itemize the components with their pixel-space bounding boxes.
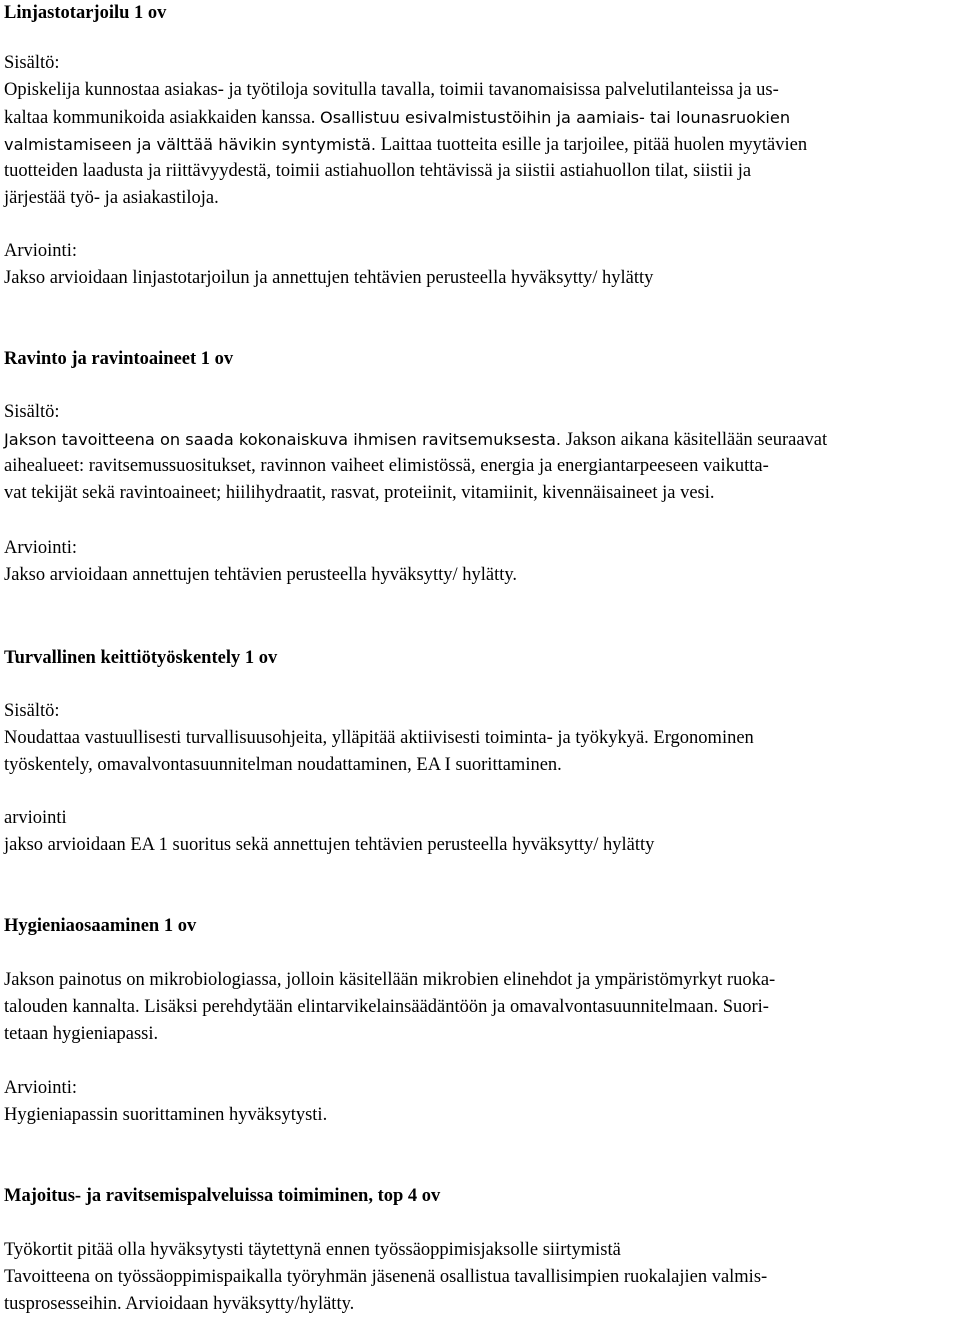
- body-line: Noudattaa vastuullisesti turvallisuusohjeita, ylläpitää aktiivisesti toiminta- ja työkykyä. Ergonominen: [4, 728, 754, 748]
- content-label: Sisältö:: [4, 53, 60, 73]
- body-line: valmistamiseen ja välttää hävikin syntymistä. Laittaa tuotteita esille ja tarjoilee, pitää huolen myytävien: [4, 135, 808, 155]
- content-label: Sisältö:: [4, 701, 60, 721]
- body-line: talouden kannalta. Lisäksi perehdytään elintarvikelainsäädäntöön ja omavalvontasuunnitelmaan. Suori-: [4, 997, 769, 1017]
- section-title-hygieniaosaaminen: Hygieniaosaaminen 1 ov: [4, 916, 197, 936]
- evaluation-text: Hygieniapassin suorittaminen hyväksytysti.: [4, 1105, 328, 1125]
- body-line: kaltaa kommunikoida asiakkaiden kanssa. Osallistuu esivalmistustöihin ja aamiais- tai lounasruokien: [4, 108, 791, 128]
- evaluation-label: Arviointi:: [4, 538, 77, 558]
- evaluation-label: Arviointi:: [4, 241, 77, 261]
- body-line: Jakson tavoitteena on saada kokonaiskuva ihmisen ravitsemuksesta. Jakson aikana käsitellään seuraavat: [4, 430, 828, 450]
- body-line: Opiskelija kunnostaa asiakas- ja työtiloja sovitulla tavalla, toimii tavanomaisissa palvelutilanteissa ja us-: [4, 80, 779, 100]
- evaluation-text: Jakso arvioidaan linjastotarjoilun ja annettujen tehtävien perusteella hyväksytty/ hylätty: [4, 268, 654, 288]
- section-title-ravinto: Ravinto ja ravintoaineet 1 ov: [4, 349, 234, 369]
- section-title-turvallinen: Turvallinen keittiötyöskentely 1 ov: [4, 648, 278, 668]
- section-title-majoitus: Majoitus- ja ravitsemispalveluissa toimiminen, top 4 ov: [4, 1186, 441, 1206]
- body-line: työskentely, omavalvontasuunnitelman noudattaminen, EA I suorittaminen.: [4, 755, 562, 775]
- body-line: tetaan hygieniapassi.: [4, 1024, 159, 1044]
- body-line: Jakson painotus on mikrobiologiassa, jolloin käsitellään mikrobien elinehdot ja ympäristömyrkyt ruoka-: [4, 970, 776, 990]
- body-line: tuotteiden laadusta ja riittävyydestä, toimii astiahuollon tehtävissä ja siistii astiahuollon tilat, siistii ja: [4, 161, 752, 181]
- evaluation-label: Arviointi:: [4, 1078, 77, 1098]
- body-line: vat tekijät sekä ravintoaineet; hiilihydraatit, rasvat, proteiinit, vitamiinit, kivennäisaineet ja vesi.: [4, 483, 715, 503]
- section-title-linjastotarjoilu: Linjastotarjoilu 1 ov: [4, 3, 167, 23]
- evaluation-text: Jakso arvioidaan annettujen tehtävien perusteella hyväksytty/ hylätty.: [4, 565, 518, 585]
- body-line: Työkortit pitää olla hyväksytysti täytettynä ennen työssäoppimisjaksolle siirtymistä: [4, 1240, 621, 1260]
- content-label: Sisältö:: [4, 402, 60, 422]
- body-line: tusprosesseihin. Arvioidaan hyväksytty/hylätty.: [4, 1294, 355, 1314]
- evaluation-text: jakso arvioidaan EA 1 suoritus sekä annettujen tehtävien perusteella hyväksytty/ hylätty: [4, 835, 655, 855]
- body-line: aihealueet: ravitsemussuositukset, ravinnon vaiheet elimistössä, energia ja energiantarpeeseen vaikutta-: [4, 456, 769, 476]
- body-line: Tavoitteena on työssäoppimispaikalla työryhmän jäsenenä osallistua tavallisimpien ruokalajien valmis-: [4, 1267, 768, 1287]
- body-line: järjestää työ- ja asiakastiloja.: [4, 188, 219, 208]
- evaluation-label: arviointi: [4, 808, 67, 828]
